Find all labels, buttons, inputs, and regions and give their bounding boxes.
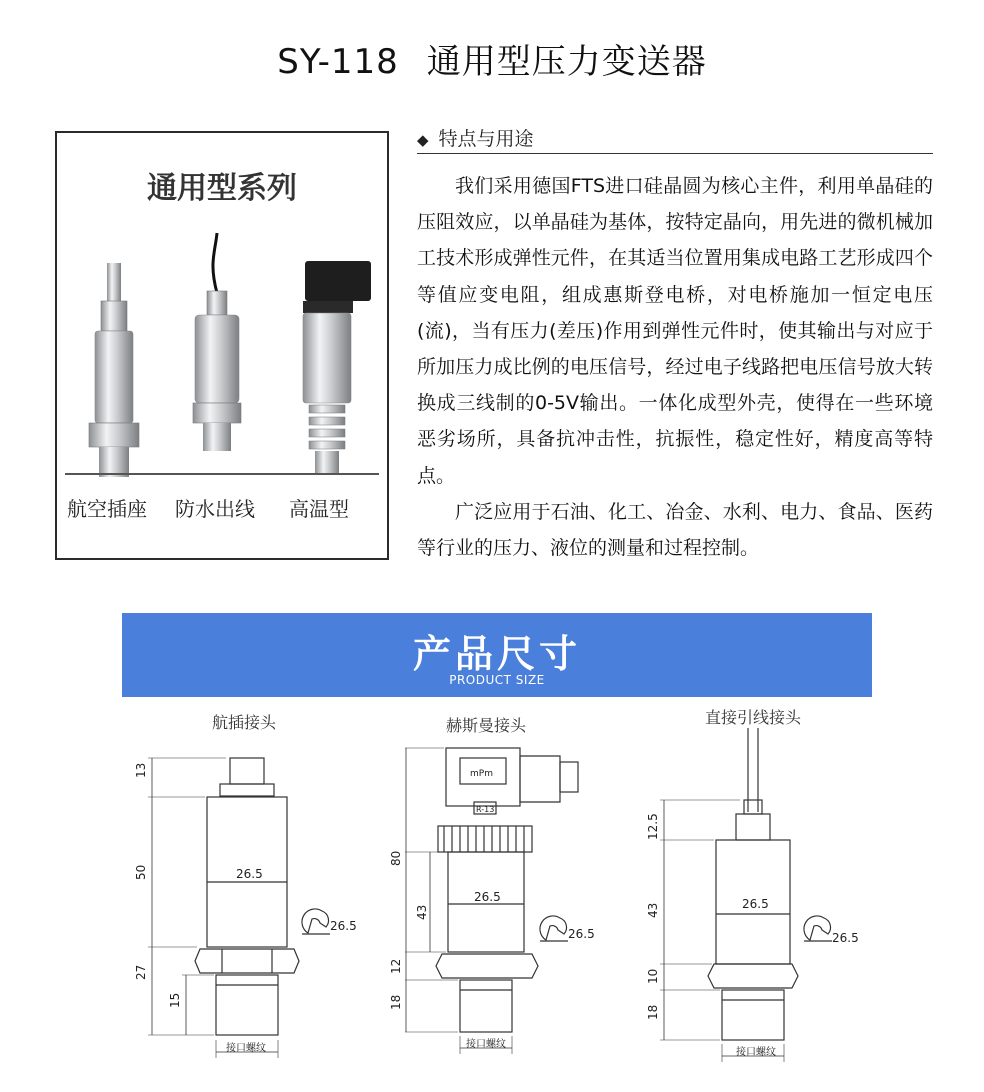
thread-label: 接口螺纹: [226, 1043, 266, 1054]
wrench-size-label: 26.5: [330, 919, 357, 933]
plug-text: mPm: [470, 769, 493, 779]
dim-label: 43: [415, 904, 429, 920]
features-paragraph: 广泛应用于石油、化工、冶金、水利、电力、食品、医药等行业的压力、液位的测量和过程控制。: [417, 500, 933, 560]
thread-label: 接口螺纹: [736, 1047, 776, 1058]
features-paragraph: 我们采用德国FTS进口硅晶圆为核心主件，利用单晶硅的压阻效应，以单晶硅为基体，按特定晶向，用先进的微机械加工技术形成弹性元件，在其适当位置用集成电路工艺形成四个等值应变电阻，组成惠斯登电桥，对电桥施加一恒定电压(流)，当有压力(差压)作用到弹性元件时，使其输出与对应于所加压力成比例的电压信号，经过电子线路把电压信号放大转换成三线制的0-5V输出。一体化成型外壳，使得在一些环境恶劣场所，具备抗冲击性，抗振性，稳定性好，精度高等特点。: [417, 175, 933, 487]
dim-label: 27: [134, 964, 148, 980]
dim-label: 12.5: [646, 813, 660, 840]
dim-label: 15: [168, 992, 182, 1008]
wrench-size-label: 26.5: [832, 931, 859, 945]
plug-tag: R-13: [476, 805, 495, 814]
series-label-waterproof: 防水出线: [175, 497, 255, 521]
thread-label: 接口螺纹: [466, 1039, 506, 1050]
dim-label: 13: [134, 762, 148, 778]
series-label-high-temp: 高温型: [289, 497, 349, 521]
wrench-size-label: 26.5: [568, 927, 595, 941]
dim-label: 18: [646, 1004, 660, 1020]
diamond-icon: ◆: [417, 131, 429, 149]
banner-subtitle: PRODUCT SIZE: [449, 673, 545, 687]
dim-label: 50: [134, 864, 148, 880]
dim-label: 10: [646, 968, 660, 984]
diameter-label: 26.5: [236, 867, 263, 881]
drawing-title-hirschmann: 赫斯曼接头: [446, 716, 527, 735]
features-heading-text: 特点与用途: [438, 128, 534, 150]
dim-label: 12: [389, 958, 403, 974]
diameter-label: 26.5: [474, 890, 501, 904]
dim-label: 18: [389, 994, 403, 1010]
drawing-title-aviation: 航插接头: [212, 713, 277, 732]
dim-label: 43: [646, 902, 660, 918]
series-title: 通用型系列: [147, 171, 297, 206]
banner-title: 产品尺寸: [412, 632, 581, 676]
product-name: 通用型压力变送器: [426, 42, 707, 82]
drawing-title-cable: 直接引线接头: [705, 708, 802, 727]
dim-label: 80: [389, 850, 403, 866]
model-number: SY-118: [277, 42, 399, 82]
direct-cable-drawing: [660, 728, 832, 1062]
series-label-aviation: 航空插座: [67, 497, 147, 521]
aviation-plug-drawing: [148, 758, 330, 1058]
diameter-label: 26.5: [742, 897, 769, 911]
